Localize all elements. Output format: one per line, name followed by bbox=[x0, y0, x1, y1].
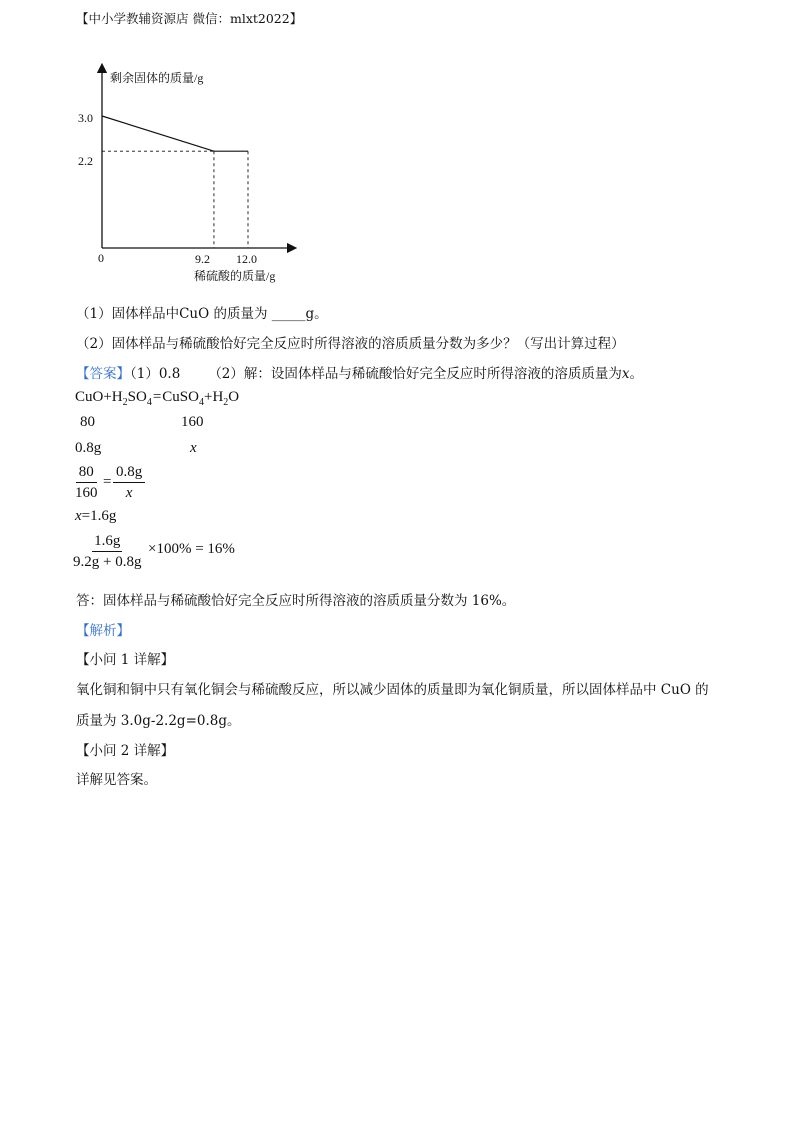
header-text: 【中小学教辅资源店 微信：mlxt2022】 bbox=[76, 11, 303, 26]
question-1: （1）固体样品中CuO 的质量为 _____g。 bbox=[76, 306, 328, 322]
sub1-line1: 氧化铜和铜中只有氧化铜会与稀硫酸反应，所以减少固体的质量即为氧化铜质量，所以固体样品中 CuO 的 bbox=[76, 682, 709, 698]
unknown-var: x bbox=[190, 440, 197, 456]
x-result: x=1.6g bbox=[75, 508, 117, 524]
mass-cuo: 80 bbox=[80, 414, 95, 430]
sub1-title: 【小问 1 详解】 bbox=[76, 652, 175, 668]
sub2-title: 【小问 2 详解】 bbox=[76, 743, 175, 759]
mass-chart bbox=[70, 62, 310, 287]
series-line-segment bbox=[102, 116, 214, 151]
percent-fraction: $\frac{1.6g}{9.2g + 0.8g}$ bbox=[73, 533, 142, 570]
origin-label: 0 bbox=[98, 251, 104, 265]
question-2: （2）固体样品与稀硫酸恰好完全反应时所得溶液的溶质质量分数为多少？（写出计算过程） bbox=[76, 336, 625, 352]
y-tick-label: 2.2 bbox=[78, 154, 93, 168]
ratio-fraction-right: $\frac{0.8g}{x}$ bbox=[113, 462, 145, 503]
ratio-equals: = bbox=[103, 474, 112, 490]
given-mass: 0.8g bbox=[75, 440, 102, 456]
sub1-line2: 质量为 3.0g-2.2g=0.8g。 bbox=[76, 713, 241, 729]
ratio-fraction-left: $\frac{80}{160}$ bbox=[75, 464, 98, 501]
answer-label: 【答案】 bbox=[76, 366, 130, 382]
chemical-equation: $CuO+H_2SO_4=CuSO_4+H_2O$ bbox=[75, 389, 240, 408]
y-tick-label: 3.0 bbox=[78, 111, 93, 125]
x-tick-label: 12.0 bbox=[236, 252, 257, 266]
conclusion: 答：固体样品与稀硫酸恰好完全反应时所得溶液的溶质质量分数为 16%。 bbox=[76, 593, 516, 609]
x-axis-label: 稀硫酸的质量/g bbox=[194, 269, 276, 283]
y-axis-label: 剩余固体的质量/g bbox=[110, 71, 204, 85]
x-tick-label: 9.2 bbox=[195, 252, 210, 266]
sub2-text: 详解见答案。 bbox=[76, 772, 157, 788]
percent-result: ×100% = 16% bbox=[148, 541, 235, 557]
analysis-label: 【解析】 bbox=[76, 623, 130, 639]
answer-line: 【答案】（1）0.8 （2）解：设固体样品与稀硫酸恰好完全反应时所得溶液的溶质质量为x。 bbox=[76, 366, 644, 382]
mass-cuso4: 160 bbox=[181, 414, 204, 430]
